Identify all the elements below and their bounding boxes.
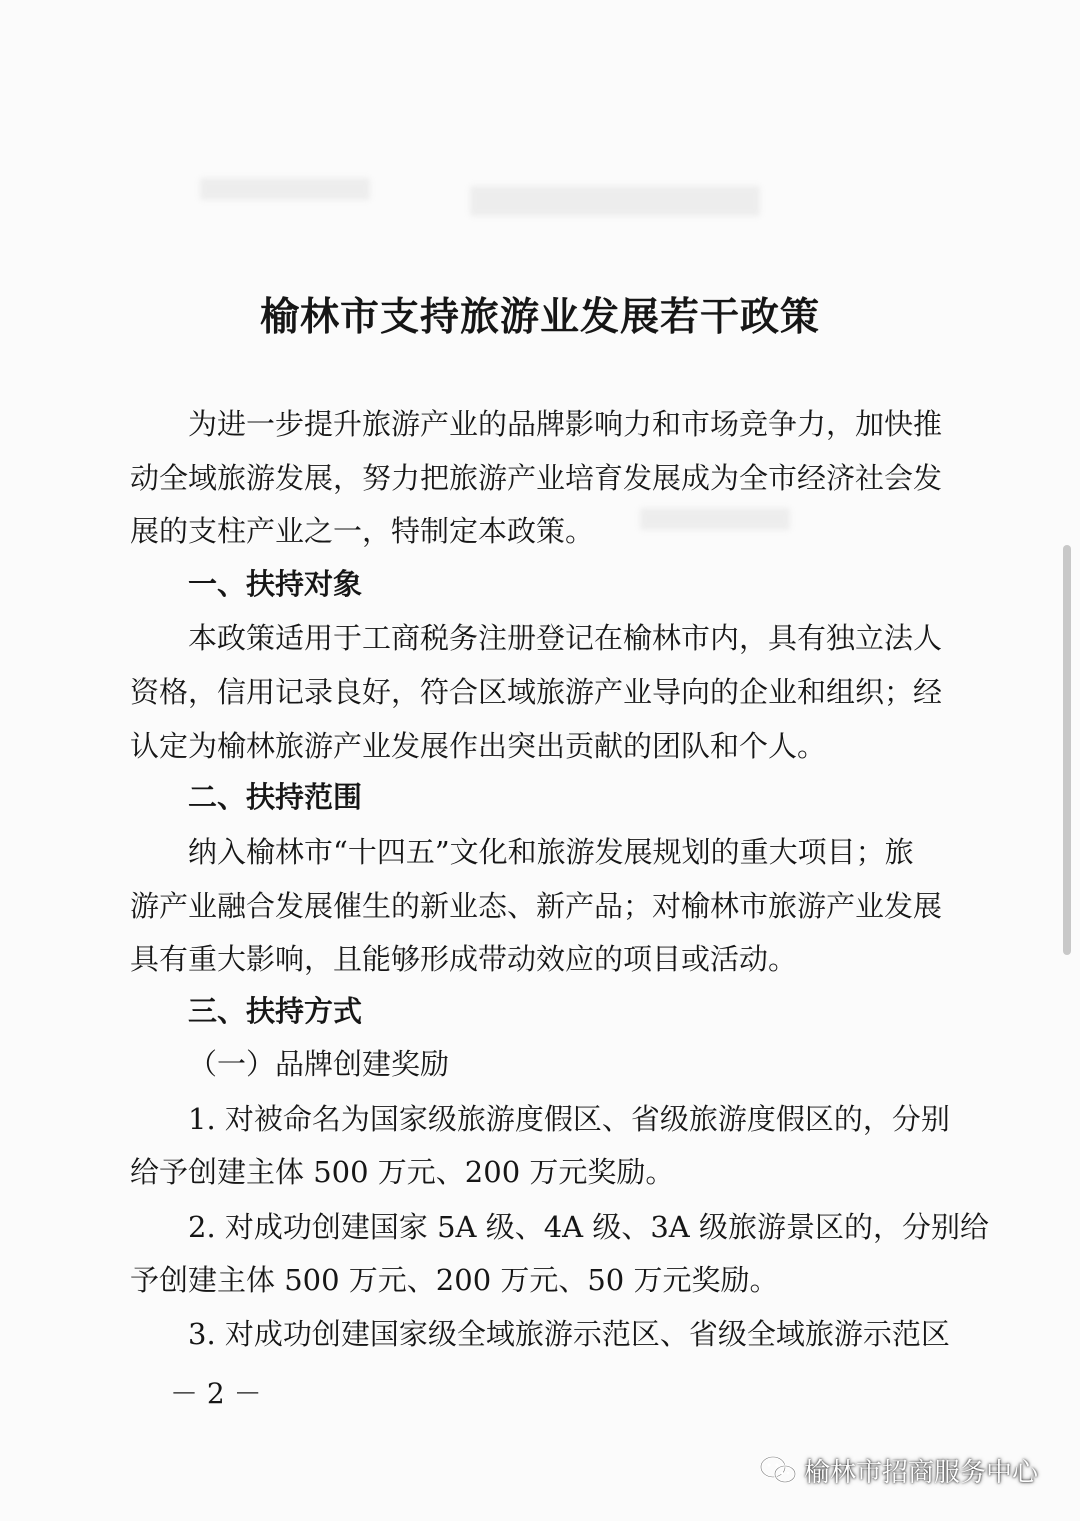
paragraph-line: 具有重大影响，且能够形成带动效应的项目或活动。 [130, 942, 798, 976]
scrollbar-thumb[interactable] [1063, 545, 1071, 955]
paragraph-line: 为进一步提升旅游产业的品牌影响力和市场竞争力，加快推 [188, 407, 943, 441]
watermark [758, 1452, 1038, 1488]
wechat-icon [758, 1454, 798, 1486]
paragraph-line: 予创建主体 500 万元、200 万元、50 万元奖励。 [130, 1263, 779, 1297]
bleed-through-mark [200, 178, 370, 200]
bleed-through-mark [470, 186, 760, 216]
paragraph-line: 游产业融合发展催生的新业态、新产品；对榆林市旅游产业发展 [130, 889, 943, 923]
paragraph-line: 2. 对成功创建国家 5A 级、4A 级、3A 级旅游景区的，分别给 [188, 1210, 989, 1244]
paragraph-line: 本政策适用于工商税务注册登记在榆林市内，具有独立法人 [188, 621, 943, 655]
section-heading: 三、扶持方式 [188, 994, 363, 1028]
paragraph-line: 资格，信用记录良好，符合区域旅游产业导向的企业和组织；经 [130, 675, 943, 709]
section-heading: 一、扶持对象 [188, 567, 363, 601]
paragraph-line: 展的支柱产业之一，特制定本政策。 [130, 514, 595, 548]
paragraph-line: 1. 对被命名为国家级旅游度假区、省级旅游度假区的，分别 [188, 1102, 950, 1136]
paragraph-line: 3. 对成功创建国家级全域旅游示范区、省级全域旅游示范区 [188, 1317, 950, 1351]
bleed-through-mark [640, 508, 790, 530]
watermark-text: 榆林市招商服务中心 [804, 1457, 1039, 1488]
paragraph-line: 认定为榆林旅游产业发展作出突出贡献的团队和个人。 [130, 729, 827, 763]
paragraph-line: 动全域旅游发展，努力把旅游产业培育发展成为全市经济社会发 [130, 461, 943, 495]
subsection-heading: （一）品牌创建奖励 [188, 1047, 450, 1081]
page-number: － 2 － [170, 1377, 262, 1410]
paragraph-line: 纳入榆林市“十四五”文化和旅游发展规划的重大项目；旅 [188, 835, 914, 869]
section-heading: 二、扶持范围 [188, 780, 363, 814]
document-title: 榆林市支持旅游业发展若干政策 [259, 294, 820, 340]
paragraph-line: 给予创建主体 500 万元、200 万元奖励。 [130, 1155, 675, 1189]
